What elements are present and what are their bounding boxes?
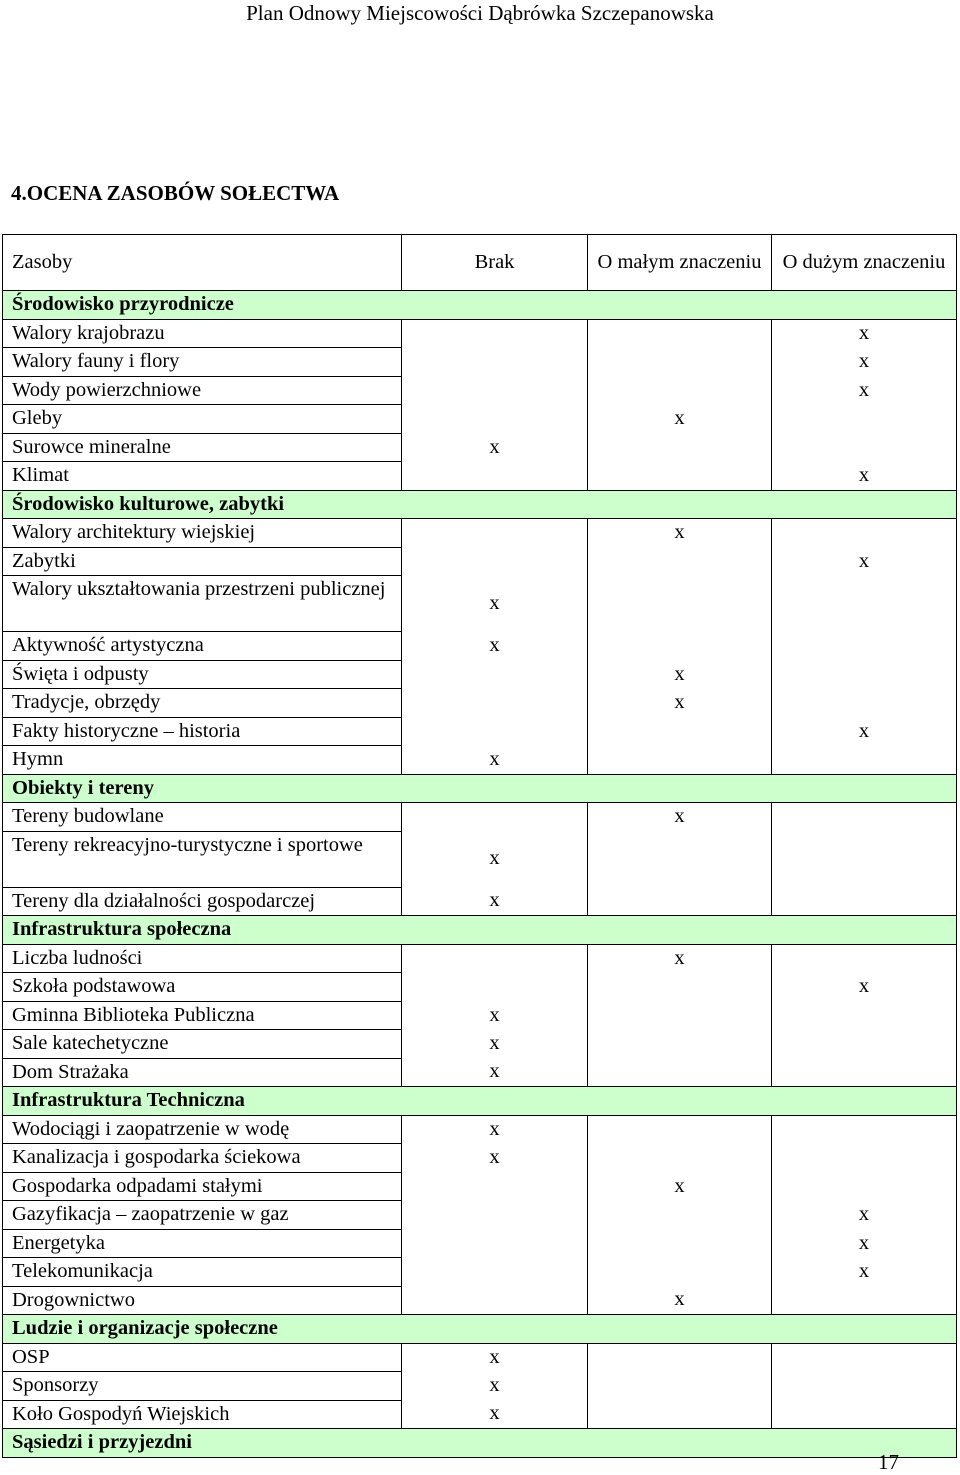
none-cell — [402, 405, 588, 434]
none-cell: x — [402, 831, 588, 887]
none-cell — [402, 319, 588, 348]
resource-label: Zabytki — [3, 547, 402, 576]
table-row — [3, 887, 957, 916]
none-cell: x — [402, 1400, 588, 1429]
low-cell — [588, 1372, 772, 1401]
low-cell — [588, 376, 772, 405]
high-cell — [772, 1030, 957, 1059]
resource-label: Tereny budowlane — [3, 803, 402, 832]
resource-label: Tradycje, obrzędy — [3, 689, 402, 718]
resource-label: Fakty historyczne – historia — [3, 717, 402, 746]
table-row — [3, 632, 957, 661]
column-header-resource: Zasoby — [3, 235, 402, 291]
resource-label: Wody powierzchniowe — [3, 376, 402, 405]
resource-label: Kanalizacja i gospodarka ściekowa — [3, 1144, 402, 1173]
high-cell — [772, 944, 957, 973]
low-cell — [588, 632, 772, 661]
resource-label: Walory architektury wiejskiej — [3, 519, 402, 548]
none-cell: x — [402, 632, 588, 661]
table-row — [3, 973, 957, 1002]
resource-label: Sale katechetyczne — [3, 1030, 402, 1059]
resource-label: Szkoła podstawowa — [3, 973, 402, 1002]
low-cell — [588, 1229, 772, 1258]
table-row — [3, 576, 957, 632]
high-cell — [772, 519, 957, 548]
table-row — [3, 1400, 957, 1429]
none-cell — [402, 348, 588, 377]
table-row — [3, 1144, 957, 1173]
low-cell — [588, 831, 772, 887]
high-cell — [772, 1286, 957, 1315]
resource-label: Koło Gospodyń Wiejskich — [3, 1400, 402, 1429]
low-cell — [588, 1001, 772, 1030]
resource-label: Drogownictwo — [3, 1286, 402, 1315]
section-label: Środowisko kulturowe, zabytki — [3, 490, 957, 519]
high-cell: x — [772, 1229, 957, 1258]
low-cell: x — [588, 1172, 772, 1201]
table-row — [3, 1030, 957, 1059]
resource-label: Liczba ludności — [3, 944, 402, 973]
high-cell: x — [772, 973, 957, 1002]
table-row — [3, 1343, 957, 1372]
section-title: 4.OCENA ZASOBÓW SOŁECTWA — [11, 181, 340, 205]
high-cell — [772, 1400, 957, 1429]
none-cell: x — [402, 1030, 588, 1059]
high-cell — [772, 433, 957, 462]
none-cell: x — [402, 1058, 588, 1087]
none-cell — [402, 660, 588, 689]
table-section-row — [3, 1087, 957, 1116]
table-row — [3, 660, 957, 689]
high-cell: x — [772, 547, 957, 576]
resource-label: Tereny dla działalności gospodarczej — [3, 887, 402, 916]
page-header: Plan Odnowy Miejscowości Dąbrówka Szczepanowska — [246, 1, 714, 25]
none-cell — [402, 973, 588, 1002]
low-cell — [588, 1201, 772, 1230]
none-cell — [402, 1229, 588, 1258]
table-row — [3, 944, 957, 973]
high-cell — [772, 1115, 957, 1144]
low-cell — [588, 973, 772, 1002]
low-cell — [588, 319, 772, 348]
section-label: Ludzie i organizacje społeczne — [3, 1315, 957, 1344]
low-cell — [588, 348, 772, 377]
column-header-high: O dużym znaczeniu — [772, 235, 957, 291]
none-cell — [402, 1258, 588, 1287]
low-cell: x — [588, 944, 772, 973]
low-cell: x — [588, 519, 772, 548]
high-cell: x — [772, 348, 957, 377]
resource-label: Hymn — [3, 746, 402, 775]
low-cell — [588, 887, 772, 916]
low-cell — [588, 1258, 772, 1287]
table-header-row — [3, 235, 957, 291]
none-cell: x — [402, 1115, 588, 1144]
none-cell: x — [402, 1001, 588, 1030]
none-cell — [402, 1172, 588, 1201]
high-cell — [772, 1001, 957, 1030]
low-cell — [588, 746, 772, 775]
table-section-row — [3, 1429, 957, 1458]
high-cell — [772, 576, 957, 632]
high-cell — [772, 660, 957, 689]
low-cell: x — [588, 689, 772, 718]
low-cell — [588, 717, 772, 746]
section-label: Sąsiedzi i przyjezdni — [3, 1429, 957, 1458]
low-cell — [588, 576, 772, 632]
resource-label: OSP — [3, 1343, 402, 1372]
none-cell: x — [402, 746, 588, 775]
high-cell — [772, 1372, 957, 1401]
resource-label: Gospodarka odpadami stałymi — [3, 1172, 402, 1201]
high-cell: x — [772, 376, 957, 405]
table-row — [3, 547, 957, 576]
table-section-row — [3, 490, 957, 519]
high-cell: x — [772, 462, 957, 491]
high-cell: x — [772, 1201, 957, 1230]
table-row — [3, 1058, 957, 1087]
resource-label: Gleby — [3, 405, 402, 434]
low-cell — [588, 433, 772, 462]
resource-label: Walory krajobrazu — [3, 319, 402, 348]
low-cell — [588, 547, 772, 576]
none-cell: x — [402, 887, 588, 916]
column-header-low: O małym znaczeniu — [588, 235, 772, 291]
low-cell: x — [588, 1286, 772, 1315]
resource-label: Klimat — [3, 462, 402, 491]
table-row — [3, 405, 957, 434]
none-cell: x — [402, 1343, 588, 1372]
low-cell — [588, 1115, 772, 1144]
table-section-row — [3, 916, 957, 945]
resources-table — [2, 234, 957, 1458]
table-section-row — [3, 291, 957, 320]
high-cell — [772, 746, 957, 775]
resource-label: Gazyfikacja – zaopatrzenie w gaz — [3, 1201, 402, 1230]
table-row — [3, 717, 957, 746]
low-cell: x — [588, 405, 772, 434]
resource-label: Święta i odpusty — [3, 660, 402, 689]
resource-label: Walory fauny i flory — [3, 348, 402, 377]
low-cell — [588, 1058, 772, 1087]
none-cell — [402, 519, 588, 548]
low-cell — [588, 1144, 772, 1173]
table-row — [3, 319, 957, 348]
table-row — [3, 519, 957, 548]
high-cell — [772, 887, 957, 916]
none-cell: x — [402, 1144, 588, 1173]
low-cell — [588, 1343, 772, 1372]
resource-label: Telekomunikacja — [3, 1258, 402, 1287]
resource-label: Energetyka — [3, 1229, 402, 1258]
section-label: Środowisko przyrodnicze — [3, 291, 957, 320]
none-cell — [402, 547, 588, 576]
column-header-none: Brak — [402, 235, 588, 291]
high-cell — [772, 1343, 957, 1372]
section-label: Obiekty i tereny — [3, 774, 957, 803]
table-row — [3, 1115, 957, 1144]
resource-label: Tereny rekreacyjno-turystyczne i sportowe — [3, 831, 402, 887]
none-cell: x — [402, 576, 588, 632]
high-cell: x — [772, 319, 957, 348]
low-cell — [588, 1400, 772, 1429]
table-row — [3, 1229, 957, 1258]
table-row — [3, 831, 957, 887]
high-cell — [772, 632, 957, 661]
high-cell — [772, 1058, 957, 1087]
high-cell — [772, 1144, 957, 1173]
none-cell — [402, 1201, 588, 1230]
resource-label: Dom Strażaka — [3, 1058, 402, 1087]
table-row — [3, 1001, 957, 1030]
resource-label: Gminna Biblioteka Publiczna — [3, 1001, 402, 1030]
table-row — [3, 1258, 957, 1287]
high-cell: x — [772, 1258, 957, 1287]
table-row — [3, 689, 957, 718]
resource-label: Wodociągi i zaopatrzenie w wodę — [3, 1115, 402, 1144]
none-cell — [402, 717, 588, 746]
high-cell — [772, 689, 957, 718]
high-cell — [772, 803, 957, 832]
high-cell — [772, 1172, 957, 1201]
table-row — [3, 803, 957, 832]
resource-label: Aktywność artystyczna — [3, 632, 402, 661]
table-row — [3, 348, 957, 377]
none-cell — [402, 689, 588, 718]
resource-label: Walory ukształtowania przestrzeni publicznej — [3, 576, 402, 632]
table-row — [3, 746, 957, 775]
none-cell — [402, 462, 588, 491]
none-cell: x — [402, 1372, 588, 1401]
low-cell — [588, 462, 772, 491]
resource-label: Sponsorzy — [3, 1372, 402, 1401]
table-row — [3, 1286, 957, 1315]
resource-label: Surowce mineralne — [3, 433, 402, 462]
low-cell: x — [588, 803, 772, 832]
none-cell — [402, 1286, 588, 1315]
page-number: 17 — [878, 1450, 899, 1474]
table-row — [3, 376, 957, 405]
none-cell — [402, 944, 588, 973]
table-section-row — [3, 774, 957, 803]
high-cell — [772, 831, 957, 887]
table-row — [3, 1201, 957, 1230]
table-row — [3, 1172, 957, 1201]
section-label: Infrastruktura Techniczna — [3, 1087, 957, 1116]
low-cell: x — [588, 660, 772, 689]
table-row — [3, 462, 957, 491]
high-cell: x — [772, 717, 957, 746]
table-row — [3, 1372, 957, 1401]
none-cell — [402, 376, 588, 405]
none-cell: x — [402, 433, 588, 462]
high-cell — [772, 405, 957, 434]
section-label: Infrastruktura społeczna — [3, 916, 957, 945]
table-row — [3, 433, 957, 462]
table-section-row — [3, 1315, 957, 1344]
low-cell — [588, 1030, 772, 1059]
none-cell — [402, 803, 588, 832]
